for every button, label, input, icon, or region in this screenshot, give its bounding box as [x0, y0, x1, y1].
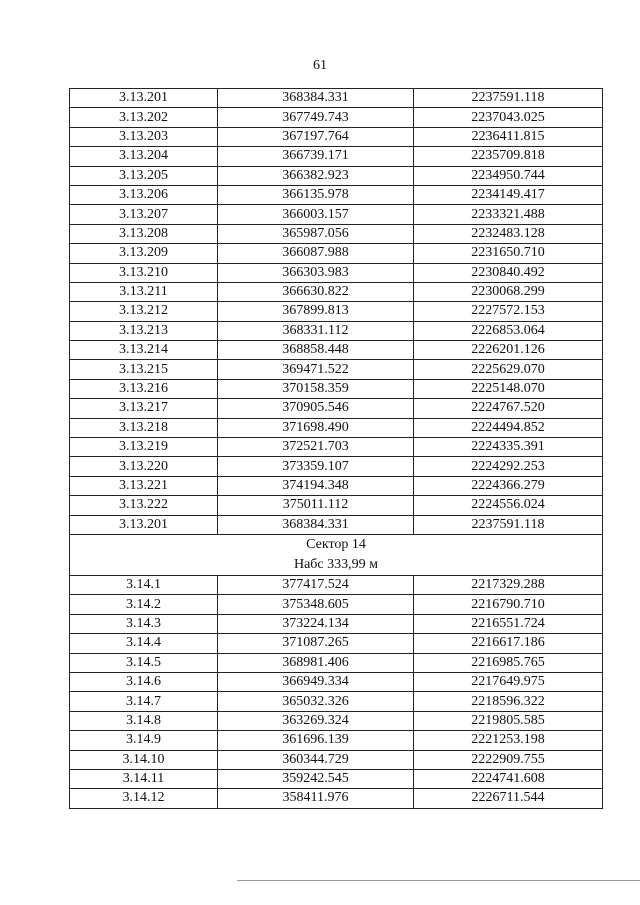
- y-coordinate-cell: 2224494.852: [414, 418, 603, 437]
- point-id-cell: 3.13.218: [70, 418, 218, 437]
- point-id-cell: 3.13.217: [70, 399, 218, 418]
- y-coordinate-cell: 2234950.744: [414, 166, 603, 185]
- table-row: [70, 496, 603, 515]
- x-coordinate-cell: 359242.545: [218, 769, 414, 788]
- table-row: [70, 185, 603, 204]
- sector-title: Сектор 14: [70, 534, 603, 555]
- x-coordinate-cell: 371698.490: [218, 418, 414, 437]
- y-coordinate-cell: 2216617.186: [414, 634, 603, 653]
- x-coordinate-cell: 371087.265: [218, 634, 414, 653]
- point-id-cell: 3.14.11: [70, 769, 218, 788]
- y-coordinate-cell: 2237043.025: [414, 108, 603, 127]
- point-id-cell: 3.13.215: [70, 360, 218, 379]
- y-coordinate-cell: 2226853.064: [414, 321, 603, 340]
- x-coordinate-cell: 366087.988: [218, 244, 414, 263]
- point-id-cell: 3.13.219: [70, 438, 218, 457]
- table-row: [70, 360, 603, 379]
- x-coordinate-cell: 369471.522: [218, 360, 414, 379]
- table-row: [70, 89, 603, 108]
- table-row: [70, 595, 603, 614]
- point-id-cell: 3.13.209: [70, 244, 218, 263]
- table-row: [70, 634, 603, 653]
- sector-header: [70, 534, 603, 575]
- x-coordinate-cell: 366630.822: [218, 282, 414, 301]
- point-id-cell: 3.13.207: [70, 205, 218, 224]
- y-coordinate-cell: 2216985.765: [414, 653, 603, 672]
- sector-13-rows: [70, 89, 603, 535]
- sector-subtitle-row: [70, 555, 603, 576]
- x-coordinate-cell: 368858.448: [218, 341, 414, 360]
- point-id-cell: 3.13.202: [70, 108, 218, 127]
- point-id-cell: 3.14.8: [70, 711, 218, 730]
- y-coordinate-cell: 2219805.585: [414, 711, 603, 730]
- table-row: [70, 789, 603, 808]
- x-coordinate-cell: 361696.139: [218, 731, 414, 750]
- x-coordinate-cell: 375011.112: [218, 496, 414, 515]
- x-coordinate-cell: 367899.813: [218, 302, 414, 321]
- x-coordinate-cell: 367197.764: [218, 127, 414, 146]
- table-row: [70, 302, 603, 321]
- y-coordinate-cell: 2217329.288: [414, 575, 603, 594]
- y-coordinate-cell: 2217649.975: [414, 672, 603, 691]
- point-id-cell: 3.14.5: [70, 653, 218, 672]
- y-coordinate-cell: 2225148.070: [414, 379, 603, 398]
- x-coordinate-cell: 373224.134: [218, 614, 414, 633]
- y-coordinate-cell: 2226201.126: [414, 341, 603, 360]
- y-coordinate-cell: 2235709.818: [414, 147, 603, 166]
- y-coordinate-cell: 2216790.710: [414, 595, 603, 614]
- y-coordinate-cell: 2224741.608: [414, 769, 603, 788]
- y-coordinate-cell: 2224366.279: [414, 476, 603, 495]
- point-id-cell: 3.13.205: [70, 166, 218, 185]
- y-coordinate-cell: 2237591.118: [414, 515, 603, 534]
- table-row: [70, 263, 603, 282]
- page-number: 61: [313, 58, 327, 73]
- sector-14-rows: [70, 575, 603, 808]
- point-id-cell: 3.13.204: [70, 147, 218, 166]
- point-id-cell: 3.14.10: [70, 750, 218, 769]
- table-row: [70, 205, 603, 224]
- table-row: [70, 457, 603, 476]
- table-row: [70, 515, 603, 534]
- x-coordinate-cell: 363269.324: [218, 711, 414, 730]
- y-coordinate-cell: 2232483.128: [414, 224, 603, 243]
- y-coordinate-cell: 2224335.391: [414, 438, 603, 457]
- y-coordinate-cell: 2230840.492: [414, 263, 603, 282]
- point-id-cell: 3.13.201: [70, 89, 218, 108]
- y-coordinate-cell: 2234149.417: [414, 185, 603, 204]
- point-id-cell: 3.13.206: [70, 185, 218, 204]
- table-row: [70, 438, 603, 457]
- sector-subtitle: Набс 333,99 м: [70, 555, 603, 576]
- point-id-cell: 3.14.3: [70, 614, 218, 633]
- point-id-cell: 3.14.1: [70, 575, 218, 594]
- x-coordinate-cell: 365032.326: [218, 692, 414, 711]
- y-coordinate-cell: 2224556.024: [414, 496, 603, 515]
- table-row: [70, 244, 603, 263]
- y-coordinate-cell: 2227572.153: [414, 302, 603, 321]
- table-row: [70, 692, 603, 711]
- x-coordinate-cell: 370905.546: [218, 399, 414, 418]
- table-row: [70, 418, 603, 437]
- point-id-cell: 3.13.203: [70, 127, 218, 146]
- y-coordinate-cell: 2218596.322: [414, 692, 603, 711]
- table-row: [70, 321, 603, 340]
- x-coordinate-cell: 365987.056: [218, 224, 414, 243]
- x-coordinate-cell: 372521.703: [218, 438, 414, 457]
- table-row: [70, 379, 603, 398]
- x-coordinate-cell: 360344.729: [218, 750, 414, 769]
- y-coordinate-cell: 2221253.198: [414, 731, 603, 750]
- point-id-cell: 3.14.2: [70, 595, 218, 614]
- x-coordinate-cell: 368384.331: [218, 89, 414, 108]
- point-id-cell: 3.13.213: [70, 321, 218, 340]
- table-row: [70, 750, 603, 769]
- bottom-rule: [237, 880, 640, 881]
- y-coordinate-cell: 2230068.299: [414, 282, 603, 301]
- x-coordinate-cell: 373359.107: [218, 457, 414, 476]
- x-coordinate-cell: 366003.157: [218, 205, 414, 224]
- x-coordinate-cell: 366949.334: [218, 672, 414, 691]
- point-id-cell: 3.13.221: [70, 476, 218, 495]
- coordinates-table: [69, 88, 603, 809]
- x-coordinate-cell: 370158.359: [218, 379, 414, 398]
- table-row: [70, 731, 603, 750]
- table-row: [70, 282, 603, 301]
- table-row: [70, 672, 603, 691]
- point-id-cell: 3.14.7: [70, 692, 218, 711]
- x-coordinate-cell: 377417.524: [218, 575, 414, 594]
- y-coordinate-cell: 2222909.755: [414, 750, 603, 769]
- table-row: [70, 224, 603, 243]
- y-coordinate-cell: 2237591.118: [414, 89, 603, 108]
- y-coordinate-cell: 2224767.520: [414, 399, 603, 418]
- x-coordinate-cell: 366739.171: [218, 147, 414, 166]
- x-coordinate-cell: 366135.978: [218, 185, 414, 204]
- point-id-cell: 3.13.208: [70, 224, 218, 243]
- y-coordinate-cell: 2236411.815: [414, 127, 603, 146]
- table-row: [70, 341, 603, 360]
- x-coordinate-cell: 368384.331: [218, 515, 414, 534]
- x-coordinate-cell: 368331.112: [218, 321, 414, 340]
- y-coordinate-cell: 2226711.544: [414, 789, 603, 808]
- table-row: [70, 575, 603, 594]
- y-coordinate-cell: 2224292.253: [414, 457, 603, 476]
- y-coordinate-cell: 2233321.488: [414, 205, 603, 224]
- x-coordinate-cell: 366303.983: [218, 263, 414, 282]
- y-coordinate-cell: 2216551.724: [414, 614, 603, 633]
- table-row: [70, 147, 603, 166]
- x-coordinate-cell: 366382.923: [218, 166, 414, 185]
- point-id-cell: 3.13.214: [70, 341, 218, 360]
- x-coordinate-cell: 368981.406: [218, 653, 414, 672]
- point-id-cell: 3.13.210: [70, 263, 218, 282]
- x-coordinate-cell: 374194.348: [218, 476, 414, 495]
- point-id-cell: 3.14.9: [70, 731, 218, 750]
- table-row: [70, 769, 603, 788]
- table-row: [70, 711, 603, 730]
- table-row: [70, 653, 603, 672]
- x-coordinate-cell: 358411.976: [218, 789, 414, 808]
- point-id-cell: 3.13.212: [70, 302, 218, 321]
- point-id-cell: 3.14.4: [70, 634, 218, 653]
- point-id-cell: 3.13.211: [70, 282, 218, 301]
- y-coordinate-cell: 2231650.710: [414, 244, 603, 263]
- point-id-cell: 3.14.12: [70, 789, 218, 808]
- x-coordinate-cell: 375348.605: [218, 595, 414, 614]
- point-id-cell: 3.13.201: [70, 515, 218, 534]
- point-id-cell: 3.13.220: [70, 457, 218, 476]
- sector-title-row: [70, 534, 603, 555]
- table-row: [70, 476, 603, 495]
- point-id-cell: 3.14.6: [70, 672, 218, 691]
- table-row: [70, 166, 603, 185]
- table-row: [70, 399, 603, 418]
- table-row: [70, 614, 603, 633]
- x-coordinate-cell: 367749.743: [218, 108, 414, 127]
- y-coordinate-cell: 2225629.070: [414, 360, 603, 379]
- point-id-cell: 3.13.216: [70, 379, 218, 398]
- table-row: [70, 127, 603, 146]
- point-id-cell: 3.13.222: [70, 496, 218, 515]
- table-row: [70, 108, 603, 127]
